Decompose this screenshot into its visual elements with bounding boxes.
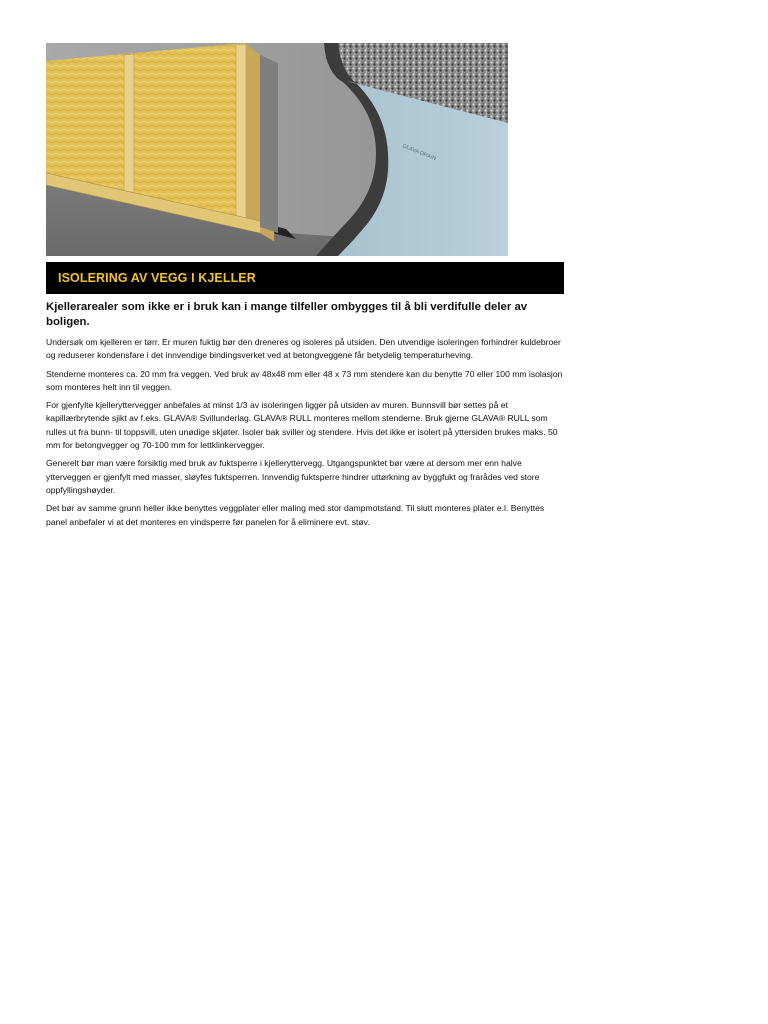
- body-paragraph: Undersøk om kjelleren er tørr. Er muren fuktig bør den dreneres og isoleres på utsiden. Den utvendige isoleringen forhindrer kuldebroer og reduserer kondensfare i det innvendige bindingsverket ved at betongveggene får betydelig temperaturheving.: [46, 337, 561, 361]
- body-paragraph: For gjenfylte kjelleryttervegger anbefales at minst 1/3 av isoleringen ligger på utsiden av muren. Bunnsvill bør settes på et kapillærbrytende sjikt av f.eks. GLAVA® Svillunderlag. GLAVA® RULL monteres mellom stenderne. Bruk gjerne GLAVA® RULL som rulles ut fra bunn- til toppsvill, uten unødige skjøter. Isoler bak sviller og stendere. Hvis det ikke er isolert på yttersiden brukes maks. 50 mm for betongvegger og 70-100 mm for lettklinkervegger.: [46, 400, 558, 451]
- membrane-label: GLAVA DRAIN: [401, 143, 437, 163]
- body-paragraph: Generelt bør man være forsiktig med bruk av fuktsperre i kjelleryttervegg. Utgangspunktet bør være at dersom mer enn halve ytterveggen er gjenfylt med masser, sløyfes fuktsperren. Innvendig fuktsperre hindrer uttørkning av byggfukt og frarådes ved store oppfyllingshøyder.: [46, 458, 540, 495]
- basement-wall-insulation-illustration: [46, 43, 508, 256]
- article-body: [46, 300, 564, 534]
- section-title: ISOLERING AV VEGG I KJELLER: [58, 271, 256, 285]
- body-paragraph: Det bør av samme grunn heller ikke benyttes veggplater eller maling med stor dampmotstand. Til slutt monteres plater e.l. Benyttes panel anbefaler vi at det monteres en vindsperre før panelen for å eliminere evt. støv.: [46, 503, 545, 527]
- section-title-bar: [46, 262, 564, 294]
- body-paragraph: Stenderne monteres ca. 20 mm fra veggen. Ved bruk av 48x48 mm eller 48 x 73 mm stendere kan du benytte 70 eller 100 mm isolasjon som monteres helt inn til veggen.: [46, 368, 563, 392]
- lead-paragraph: Kjellerarealer som ikke er i bruk kan i mange tilfeller ombygges til å bli verdifulle deler av boligen.: [46, 301, 528, 328]
